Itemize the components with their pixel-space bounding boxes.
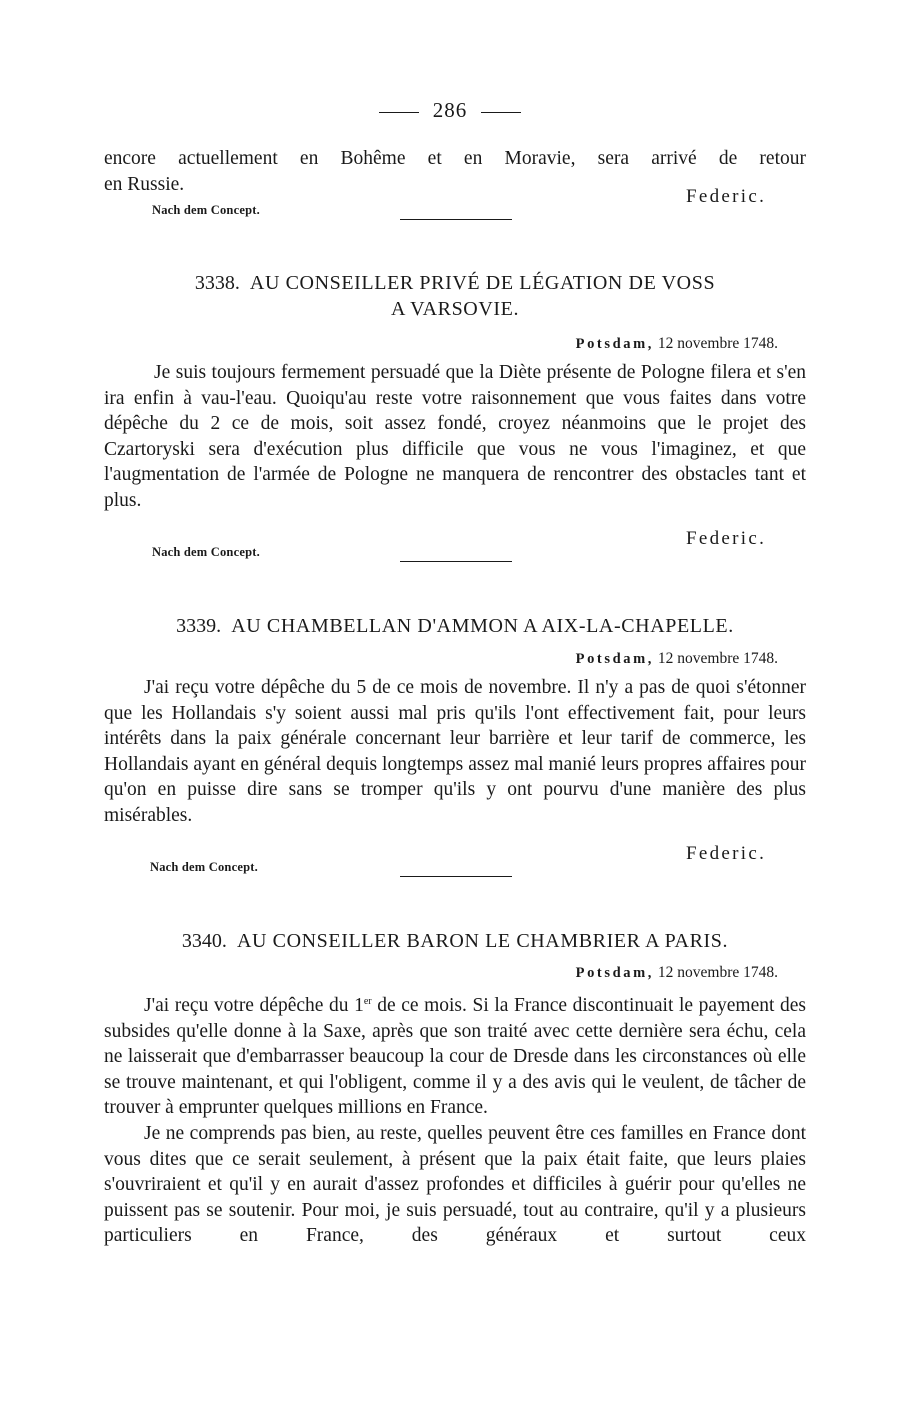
letter-3340-heading bbox=[104, 928, 806, 954]
letter-3340-date-place: Potsdam, bbox=[575, 965, 655, 981]
letter-3339-body bbox=[104, 675, 806, 829]
letter-3339-divider bbox=[400, 876, 512, 877]
letter-3339-recipient: AU CHAMBELLAN D'AMMON A AIX-LA-CHAPELLE. bbox=[231, 615, 734, 637]
letter-3340-paragraph-1 bbox=[104, 989, 806, 1121]
intro-divider bbox=[400, 219, 512, 220]
letter-3340-number: 3340. bbox=[181, 930, 227, 952]
header-rule-right bbox=[481, 112, 521, 113]
p1-rest: de ce mois. Si la France discontinuait le payement des subsides qu'elle donne à la Saxe, après que son traité avec cette dernière sera échu, cela ne laisserait que d'embarrasser beaucoup la cour de Dresde dans les circonstances où elle se trouve maintenant, et qui l'obligent, comme il y a des avis qui le veulent, de tâcher de trouver à emprunter quelques millions en France. bbox=[104, 995, 806, 1119]
intro-concept-note: Nach dem Concept. bbox=[152, 203, 260, 217]
letter-3339-date-place: Potsdam, bbox=[575, 651, 655, 667]
letter-3339-number: 3339. bbox=[176, 615, 222, 637]
letter-3338-dateline bbox=[576, 335, 778, 353]
letter-3339-signature: Federic. bbox=[686, 843, 767, 864]
letter-3338-number: 3338. bbox=[194, 272, 240, 294]
intro-line-2: en Russie. bbox=[104, 173, 185, 195]
intro-signature: Federic. bbox=[686, 186, 767, 207]
letter-3338-heading bbox=[104, 270, 806, 322]
intro-line-1: encore actuellement en Bohême et en Moravie, sera arrivé de retour bbox=[104, 148, 806, 169]
letter-3340-recipient: AU CONSEILLER BARON LE CHAMBRIER A PARIS. bbox=[236, 930, 729, 952]
letter-3338-body bbox=[104, 360, 806, 514]
page-number: 286 bbox=[432, 98, 468, 122]
p1-superscript: er bbox=[363, 996, 372, 1007]
letter-3339-concept-note: Nach dem Concept. bbox=[150, 860, 258, 874]
header-rule-left bbox=[379, 112, 419, 113]
letter-3338-signature: Federic. bbox=[686, 528, 767, 549]
p1-start: J'ai reçu votre dépêche du 1 bbox=[144, 995, 364, 1016]
letter-3339-heading bbox=[104, 613, 806, 639]
letter-3338-concept-note: Nach dem Concept. bbox=[152, 545, 260, 559]
letter-3340-paragraph-2: Je ne comprends pas bien, au reste, quelles peuvent être ces familles en France dont vous dites que ce serait seulement, à présent que la paix était faite, que leurs plaies s'ouvriraient et qu'il y en aurait d'assez profondes et difficiles à guérir pour qu'elles ne puissent pas se soutenir. Pour moi, je suis persuadé, tout au contraire, qu'il y a plusieurs particuliers en France, des généraux et surtout ceux bbox=[104, 1122, 806, 1247]
letter-3338-divider bbox=[400, 561, 512, 562]
page-header bbox=[0, 98, 900, 123]
letter-3339-date: 12 novembre 1748. bbox=[657, 650, 778, 667]
letter-3338-date-place: Potsdam, bbox=[575, 336, 655, 352]
letter-3340-dateline bbox=[576, 964, 778, 982]
letter-3338-place: A VARSOVIE. bbox=[390, 298, 520, 320]
letter-3339-dateline bbox=[576, 650, 778, 668]
letter-3339-paragraph: J'ai reçu votre dépêche du 5 de ce mois de novembre. Il n'y a pas de quoi s'étonner que les Hollandais s'y soient aussi mal pris qu'ils l'ont effectivement fait, pour leurs intérêts dans la paix générale concernant leur barrière et leur tarif de commerce, les Hollandais ayant en général dequis longtemps assez mal manié leurs propres affaires pour qu'on en puisse dire sans se tromper qu'ils y ont pourvu d'une manière des plus misérables. bbox=[104, 677, 806, 826]
letter-3338-recipient: AU CONSEILLER PRIVÉ DE LÉGATION DE VOSS bbox=[249, 272, 716, 294]
letter-3338-paragraph: Je suis toujours fermement persuadé que la Diète présente de Pologne filera et s'en ira enfin à vau-l'eau. Quoiqu'au reste votre raisonnement que vous faites dans votre dépêche du 2 ce de mois, soit assez fondé, croyez néanmoins que le projet des Czartoryski sera d'exécution plus difficile que vous ne vous l'imaginez, et que l'augmentation de l'armée de Pologne ne manquera de rencontrer des obstacles tant et plus. bbox=[104, 362, 806, 511]
letter-3340-date: 12 novembre 1748. bbox=[657, 964, 778, 981]
letter-3338-date: 12 novembre 1748. bbox=[657, 335, 778, 352]
letter-3340-body bbox=[104, 989, 806, 1249]
